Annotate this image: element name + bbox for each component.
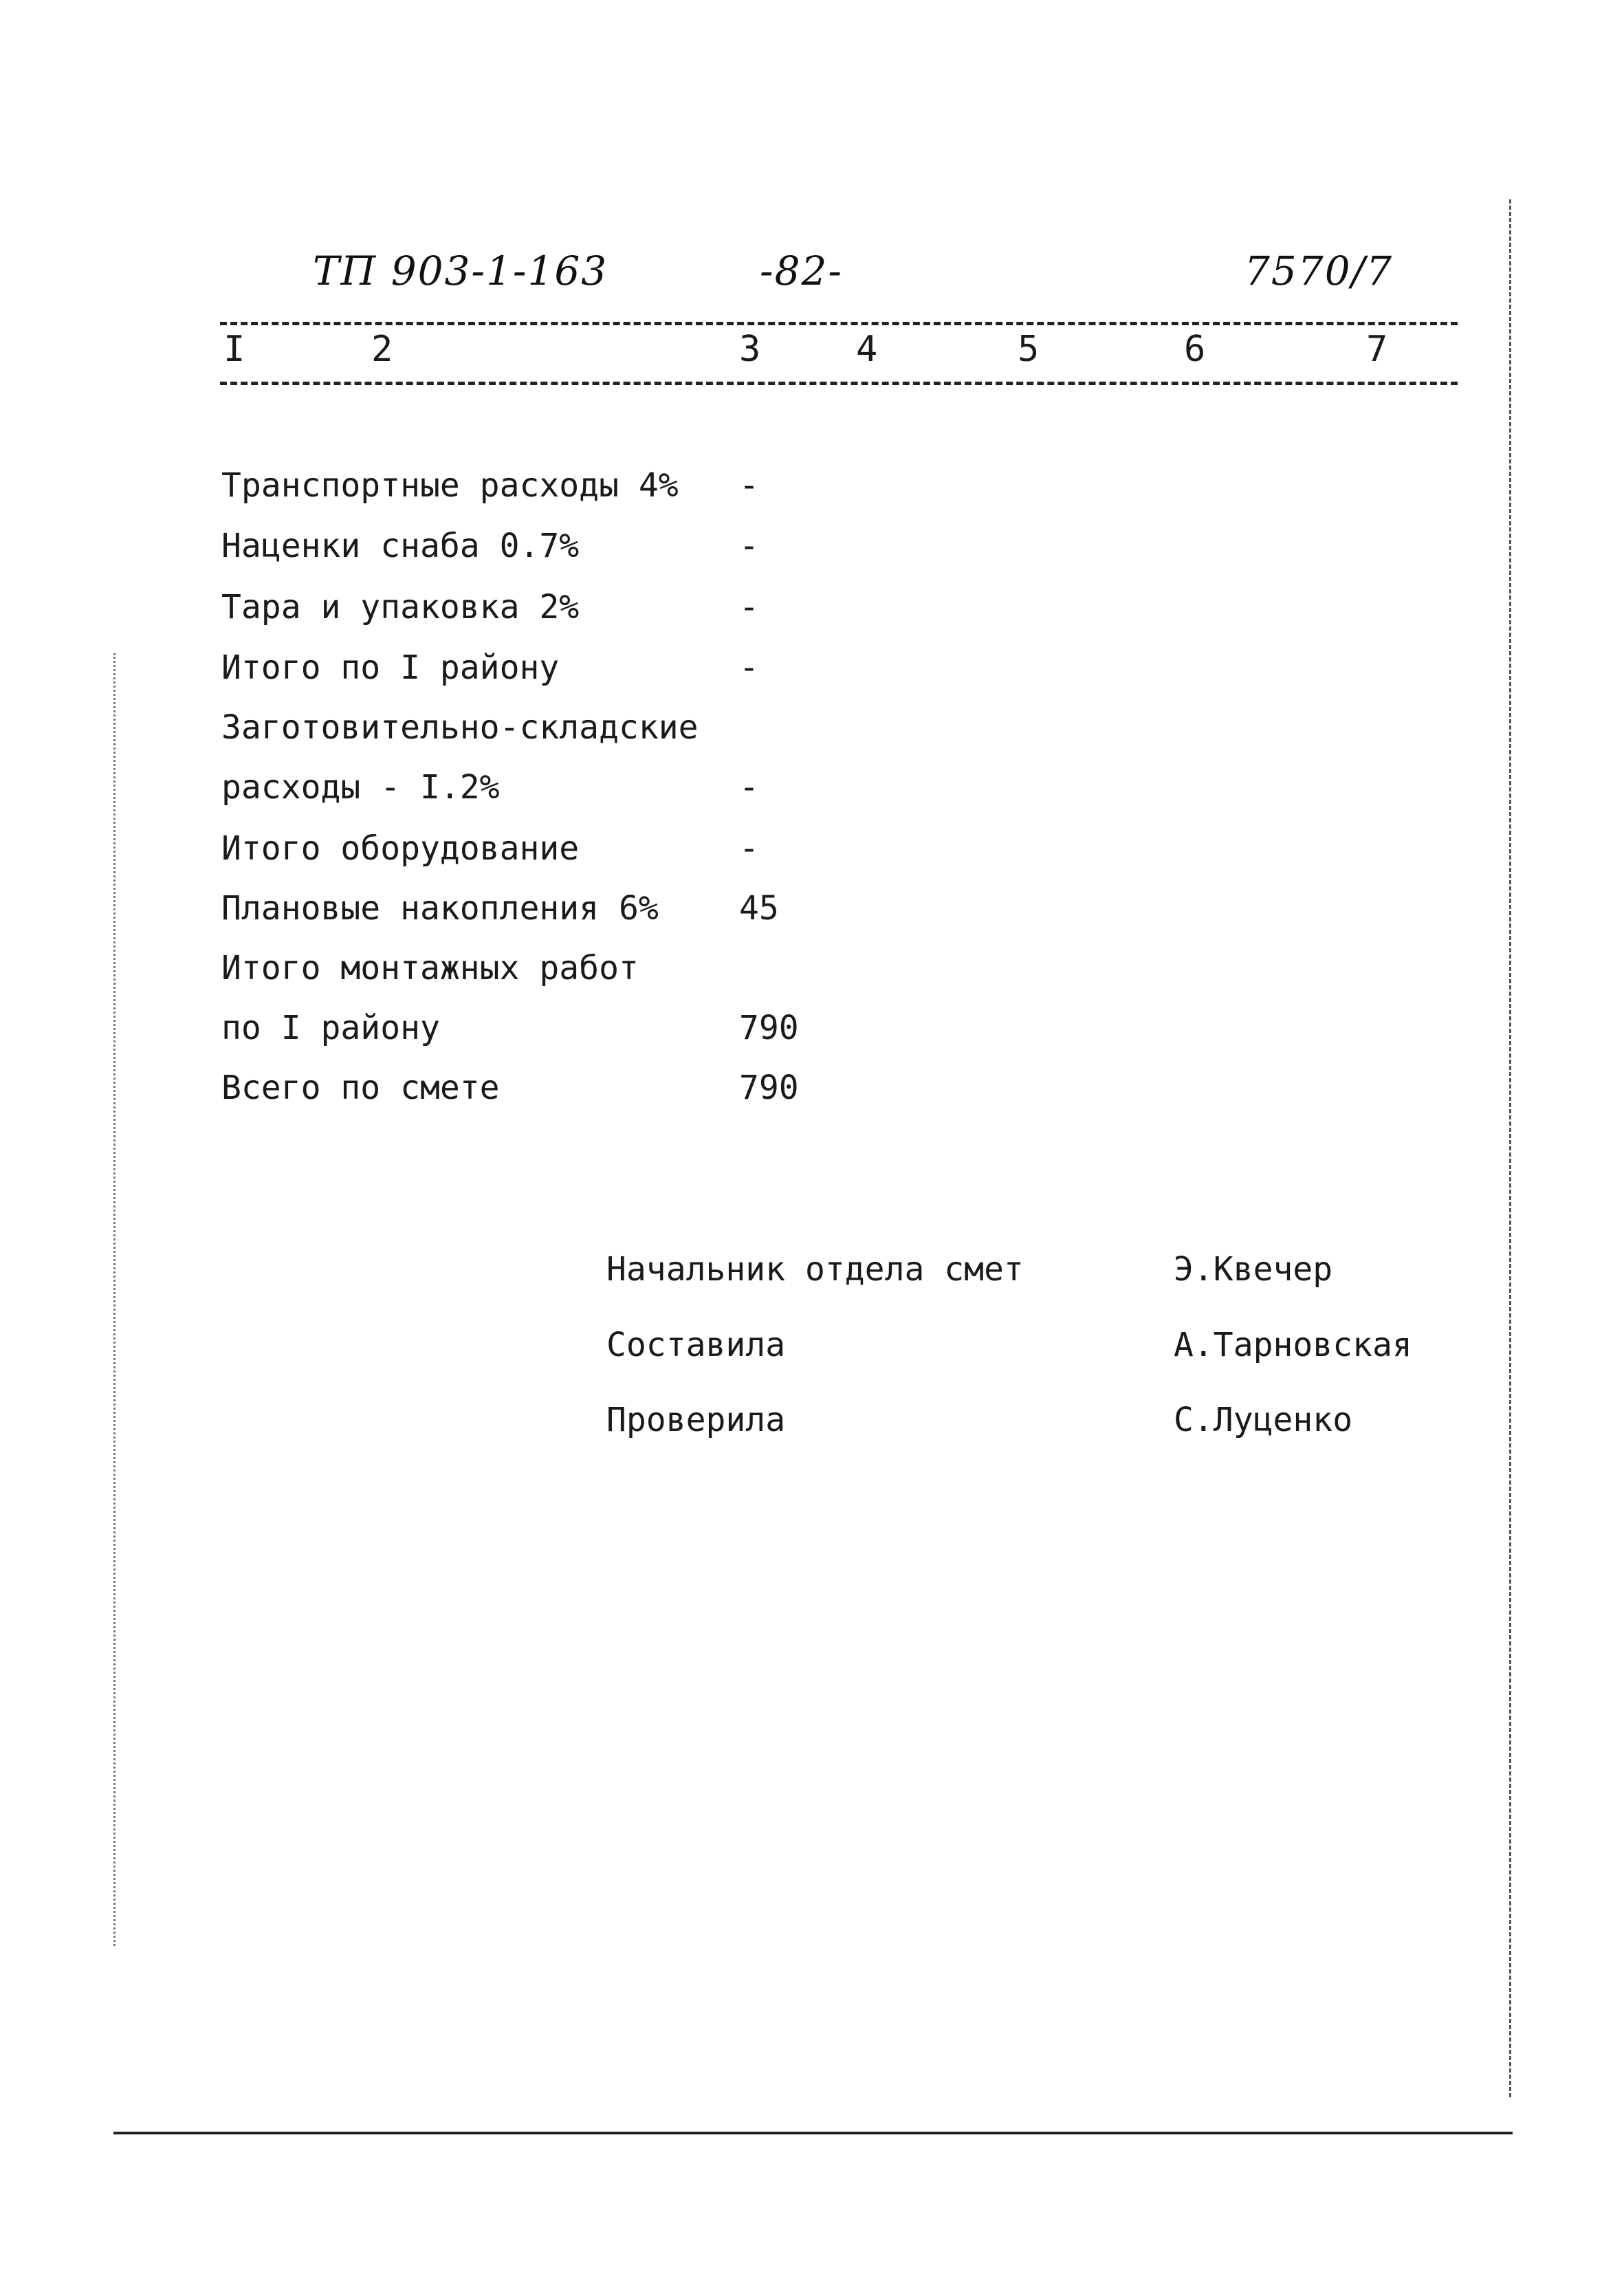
row-label-transport: Транспортные расходы 4% bbox=[221, 466, 679, 505]
row-label-equipment-total: Итого оборудование bbox=[221, 829, 580, 868]
signature-name-head: Э.Квечер bbox=[1174, 1250, 1333, 1289]
column-number-4: 4 bbox=[856, 329, 878, 370]
signature-name-checked: С.Луценко bbox=[1174, 1401, 1353, 1439]
row-label-packaging: Тара и упаковка 2% bbox=[221, 588, 580, 626]
row-label-procurement-cost: расходы - I.2% bbox=[221, 768, 500, 807]
row-label-grand-total: Всего по смете bbox=[221, 1069, 500, 1107]
row-value-grand-total: 790 bbox=[739, 1069, 799, 1107]
row-value-equipment-total: - bbox=[739, 829, 759, 868]
row-label-installation-district: по I району bbox=[221, 1009, 440, 1047]
page-number: -82- bbox=[760, 248, 843, 294]
column-number-3: 3 bbox=[739, 329, 761, 370]
row-label-subtotal-district: Итого по I району bbox=[221, 648, 560, 687]
left-margin-marks bbox=[113, 653, 116, 1946]
bottom-frame-line bbox=[113, 2132, 1513, 2134]
header-divider-top bbox=[220, 322, 1458, 325]
signature-role-compiled: Составила bbox=[606, 1326, 786, 1364]
document-code: ТП 903-1-163 bbox=[313, 248, 608, 294]
row-value-packaging: - bbox=[739, 588, 759, 626]
signature-name-compiled: А.Тарновская bbox=[1174, 1326, 1412, 1364]
row-value-installation-district: 790 bbox=[739, 1009, 799, 1047]
row-value-planned-savings: 45 bbox=[739, 889, 779, 928]
column-number-1: I bbox=[223, 329, 245, 370]
column-number-7: 7 bbox=[1366, 329, 1388, 370]
sheet-reference: 7570/7 bbox=[1244, 248, 1394, 294]
column-number-2: 2 bbox=[371, 329, 393, 370]
row-label-planned-savings: Плановые накопления 6% bbox=[221, 889, 659, 928]
column-number-6: 6 bbox=[1184, 329, 1206, 370]
signature-role-checked: Проверила bbox=[606, 1401, 786, 1439]
row-label-markup: Наценки снаба 0.7% bbox=[221, 527, 580, 565]
signature-role-head: Начальник отдела смет bbox=[606, 1250, 1024, 1289]
right-margin-border bbox=[1509, 199, 1511, 2097]
row-value-markup: - bbox=[739, 527, 759, 565]
column-number-5: 5 bbox=[1018, 329, 1040, 370]
header-divider-bottom bbox=[220, 382, 1458, 385]
row-value-subtotal-district: - bbox=[739, 648, 759, 687]
row-label-installation-total: Итого монтажных работ bbox=[221, 949, 639, 987]
row-value-transport: - bbox=[739, 466, 759, 505]
row-label-procurement: Заготовительно-складские bbox=[221, 708, 699, 747]
row-value-procurement-cost: - bbox=[739, 768, 759, 807]
